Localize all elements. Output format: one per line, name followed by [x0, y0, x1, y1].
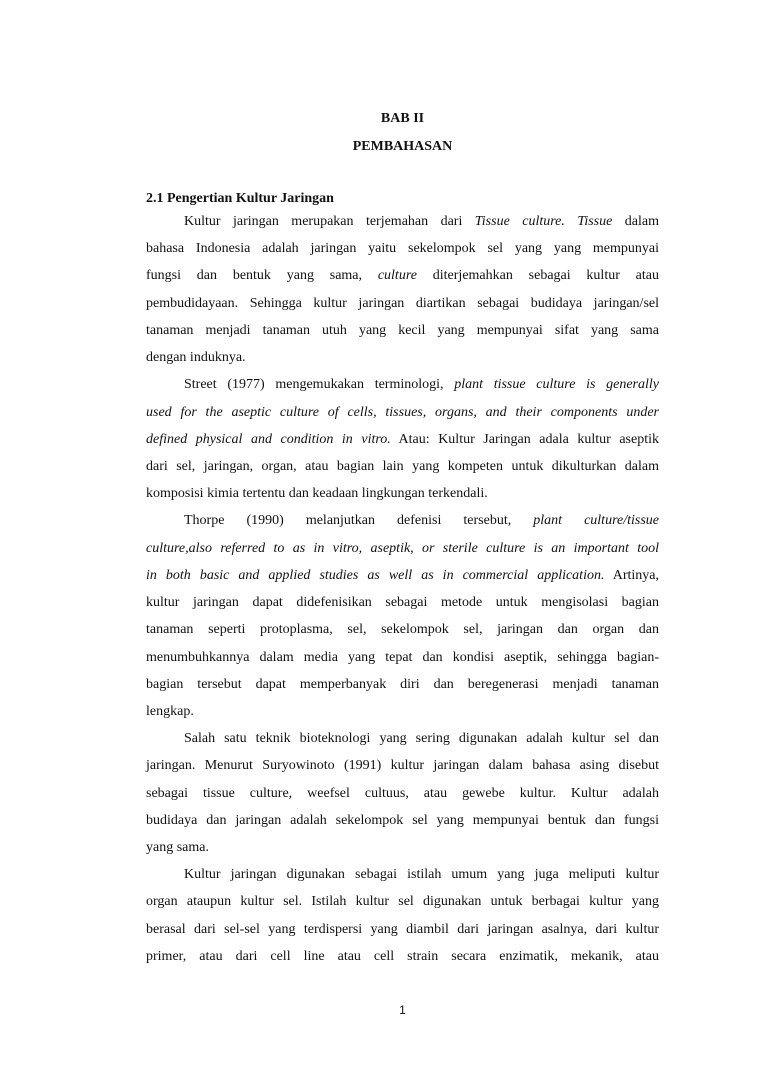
text-run: berasal dari sel-sel yang terdispersi yang diambil dari jaringan asalnya, dari kultur: [146, 921, 659, 937]
text-run: dalam: [612, 214, 659, 229]
text-run: bagian tersebut dapat memperbanyak diri dan beregenerasi menjadi tanaman: [146, 676, 659, 692]
text-run: tanaman menjadi tanaman utuh yang kecil yang mempunyai sifat yang sama: [146, 322, 659, 338]
text-line: [146, 512, 659, 539]
italic-text: culture: [377, 268, 417, 284]
text-line: [146, 485, 659, 512]
text-line: [146, 322, 659, 349]
text-line: [146, 703, 659, 730]
text-run: komposisi kimia tertentu dan keadaan lingkungan terkendali.: [146, 486, 488, 502]
text-run: Kultur jaringan merupakan terjemahan dari: [184, 214, 475, 229]
text-line: [146, 649, 659, 676]
text-line: [146, 267, 659, 294]
text-run: Kultur jaringan digunakan sebagai istilah umum yang juga meliputi kultur: [184, 867, 659, 883]
text-run: sebagai tissue culture, weefsel cultuus, atau gewebe kultur. Kultur adalah: [146, 785, 659, 801]
text-run: bahasa Indonesia adalah jaringan yaitu sekelompok sel yang yang mempunyai: [146, 241, 659, 257]
text-run: yang sama.: [146, 840, 209, 856]
text-run: lengkap.: [146, 703, 194, 719]
text-run: fungsi dan bentuk yang sama,: [146, 268, 378, 284]
text-run: dari sel, jaringan, organ, atau bagian lain yang kompeten untuk dikulturkan dalam: [146, 458, 659, 474]
text-run: tanaman seperti protoplasma, sel, sekelompok sel, jaringan dan organ dan: [146, 622, 659, 638]
text-line: [146, 893, 659, 920]
text-line: [146, 812, 659, 839]
italic-text: plant tissue culture is generally: [454, 377, 659, 393]
text-line: [146, 676, 659, 703]
text-run: kultur jaringan dapat didefenisikan sebagai metode untuk mengisolasi bagian: [146, 595, 659, 611]
text-run: diterjemahkan sebagai kultur atau: [416, 268, 659, 284]
text-line: [146, 921, 659, 948]
text-run: budidaya dan jaringan adalah sekelompok sel yang mempunyai bentuk dan fungsi: [146, 812, 659, 828]
text-line: [146, 349, 659, 376]
text-line: [146, 730, 659, 757]
italic-text: plant culture/tissue: [533, 513, 659, 529]
italic-text: Tissue culture. Tissue: [474, 214, 613, 229]
text-line: [146, 240, 659, 267]
italic-text: in both basic and applied studies as well as in commercial application.: [146, 567, 605, 583]
text-line: [146, 757, 659, 784]
text-line: [146, 594, 659, 621]
section-heading: 2.1 Pengertian Kultur Jaringan: [146, 191, 334, 206]
italic-text: culture,also referred to as in vitro, aseptik, or sterile culture is an important tool: [146, 540, 659, 556]
text-run: Thorpe (1990) melanjutkan defenisi tersebut,: [184, 513, 534, 529]
text-run: primer, atau dari cell line atau cell strain secara enzimatik, mekanik, atau: [146, 948, 659, 964]
text-line: [146, 540, 659, 567]
text-run: menumbuhkannya dalam media yang tepat dan kondisi aseptik, sehingga bagian-: [146, 649, 659, 665]
text-line: [146, 376, 659, 403]
text-line: [146, 404, 659, 431]
text-line: [146, 948, 659, 975]
text-line: [146, 567, 659, 594]
page-number: 1: [399, 1003, 406, 1017]
text-line: [146, 621, 659, 648]
text-run: Atau: Kultur Jaringan adala kultur aseptik: [390, 431, 659, 447]
text-line: [146, 866, 659, 893]
text-line: [146, 431, 659, 458]
body-text: [146, 213, 659, 975]
italic-text: defined physical and condition in vitro.: [146, 431, 391, 447]
text-line: [146, 213, 659, 240]
text-run: Salah satu teknik bioteknologi yang sering digunakan adalah kultur sel dan: [184, 731, 659, 747]
text-run: dengan induknya.: [146, 350, 246, 366]
text-line: [146, 839, 659, 866]
text-run: Artinya,: [604, 567, 659, 583]
text-line: [146, 458, 659, 485]
text-run: organ ataupun kultur sel. Istilah kultur sel digunakan untuk berbagai kultur yang: [146, 894, 659, 910]
chapter-title: PEMBAHASAN: [352, 139, 453, 154]
chapter-number: BAB II: [380, 111, 425, 126]
text-run: pembudidayaan. Sehingga kultur jaringan diartikan sebagai budidaya jaringan/sel: [146, 295, 659, 311]
text-run: jaringan. Menurut Suryowinoto (1991) kultur jaringan dalam bahasa asing disebut: [146, 758, 659, 774]
text-run: Street (1977) mengemukakan terminologi,: [184, 377, 455, 393]
italic-text: used for the aseptic culture of cells, tissues, organs, and their components under: [146, 404, 659, 420]
text-line: [146, 295, 659, 322]
text-line: [146, 785, 659, 812]
